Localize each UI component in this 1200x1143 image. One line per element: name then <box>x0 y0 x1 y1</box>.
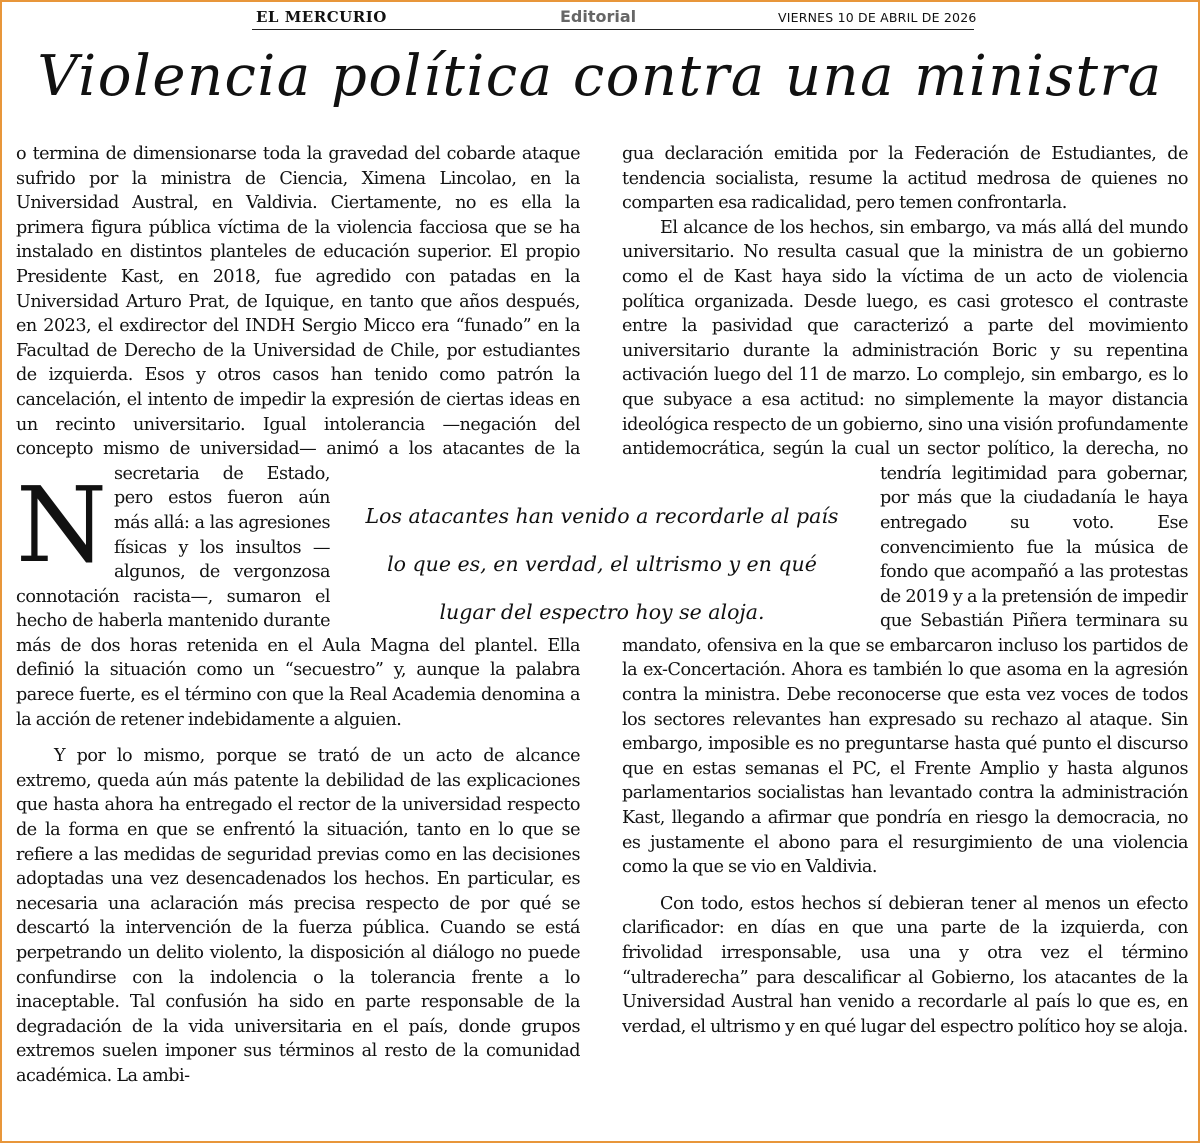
section-label: Editorial <box>560 7 637 26</box>
article-paragraph: Con todo, estos hechos sí debieran tener al menos un efecto clarificador: en días en que una parte de la izquierda, con frivolidad irresponsable, usa una y otra vez el término “ultraderecha” para descalificar al Gobierno, los atacantes de la Universidad Austral han venido a recordarle al país lo que es, en verdad, el ultrismo y en qué lugar del espectro político hoy se aloja. <box>622 893 1188 1037</box>
pull-quote <box>328 492 876 642</box>
masthead <box>2 2 1198 32</box>
pull-quote-line: Los atacantes han venido a recordarle al país <box>365 504 839 528</box>
headline: Violencia política contra una ministra <box>37 44 1163 109</box>
masthead-rule <box>252 29 974 30</box>
article-paragraph: El alcance de los hechos, sin embargo, va más allá del mundo universitario. No resulta casual que la ministra de un gobierno como el de Kast haya sido la víctima de un acto de violencia política organizada. Desde luego, es casi grotesco el contraste entre la pasividad que caracterizó a parte del movimiento universitario durante la administración Boric y su repentina activación luego del 11 de marzo. Lo complejo, sin embargo, es lo que subyace a esa actitud: no simplemente la mayor distancia ideológica respecto de un gobierno, sino una visión profundamente antidemocrática, según la cual un sector político, la derecha, no tendría legitimidad para gobernar, por más que la ciudadanía le haya entregado su voto. Ese convencimiento fue la música de fondo que acompañó a las protestas de 2019 y a la pretensión de impedir que Sebastián Piñera terminara su mandato, ofensiva en la que se embarcaron incluso los partidos de la ex-Concertación. Ahora es también lo que asoma en la agresión contra la ministra. Debe reconocerse que esta vez voces de todos los sectores relevantes han expresado su rechazo al ataque. Sin embargo, imposible es no preguntarse hasta qué punto el discurso que en estas semanas el PC, el Frente Amplio y hasta algunos parlamentarios socialistas han levantado contra la administración Kast, llegando a afirmar que pondría en riesgo la democracia, no es justamente el abono para el resurgimiento de una violencia como la que se vio en Valdivia. <box>622 217 1188 878</box>
pull-quote-line: lugar del espectro hoy se aloja. <box>439 600 765 624</box>
pull-quote-line: lo que es, en verdad, el ultrismo y en qué <box>387 552 817 576</box>
drop-cap: N <box>16 463 107 586</box>
paragraph-text: o termina de dimensionarse toda la gravedad del cobarde ataque sufrido por la ministra de Ciencia, Ximena Lincolao, en la Universidad Austral, en Valdivia. Ciertamente, no es ella la primera figura pública víctima de la violencia facciosa que se ha instalado en distintos planteles de educación superior. El propio Presidente Kast, en 2018, fue agredido con patadas en la Universidad Arturo Prat, de Iquique, en tanto que años después, en 2023, el exdirector del INDH Sergio Micco era “funado” en la Facultad de Derecho de la Universidad de Chile, por estudiantes de izquierda. Esos y otros casos han tenido como patrón la cancelación, el intento de impedir la expresión de ciertas ideas en un recinto universitario. Igual intolerancia —negación del concepto mismo de universidad— animó a los atacantes de la secretaria de Estado, pero estos fueron aún más allá: a las agresiones físicas y los insultos —algunos, de vergonzosa connotación racista—, sumaron el hecho de haberla mantenido durante más de dos horas retenida en el Aula Magna del plantel. Ella definió la situación como un “secuestro” y, aunque la palabra parece fuerte, es el término con que la Real Academia denomina a la acción de retener indebidamente a alguien. <box>16 144 580 730</box>
newspaper-name: EL MERCURIO <box>256 8 387 26</box>
article-paragraph: Y por lo mismo, porque se trató de un acto de alcance extremo, queda aún más patente la debilidad de las explicaciones que hasta ahora ha entregado el rector de la universidad respecto de la forma en que se enfrentó la situación, tanto en lo que se refiere a las medidas de seguridad previas como en las decisiones adoptadas una vez desencadenados los hechos. En particular, es necesaria una aclaración más precisa respecto de por qué se descartó la intervención de la fuerza pública. Cuando se está perpetrando un delito violento, la disposición al diálogo no puede confundirse con la indolencia o la tolerancia frente a lo inaceptable. Tal confusión ha sido en parte responsable de la degradación de la vida universitaria en el país, donde grupos extremos suelen imponer sus términos al resto de la comunidad académica. La ambi- <box>16 746 580 1086</box>
article-paragraph: gua declaración emitida por la Federación de Estudiantes, de tendencia socialista, resume la actitud medrosa de quienes no comparten esa radicalidad, pero temen confrontarla. <box>622 144 1188 214</box>
article-paragraph <box>16 142 580 732</box>
issue-date: VIERNES 10 DE ABRIL DE 2026 <box>778 10 977 25</box>
